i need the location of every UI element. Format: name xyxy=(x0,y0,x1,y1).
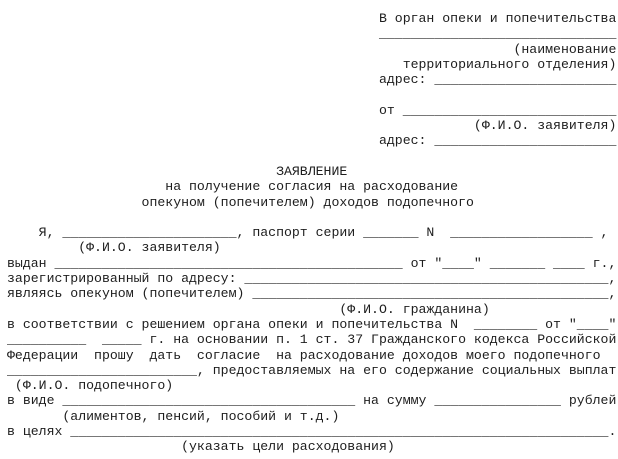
recipient-address-line: адрес: _______________________ xyxy=(7,72,617,88)
applicant-address-line: адрес: _______________________ xyxy=(7,133,617,149)
title-block xyxy=(7,164,618,210)
recipient-caption-line: (наименование xyxy=(7,41,617,57)
spacer-line xyxy=(7,210,618,225)
body-line-purpose: в целях ____________________________________________________________________. xyxy=(7,424,617,440)
document-subtitle-line: на получение согласия на расходование xyxy=(7,179,459,195)
field-caption-line: (алиментов, пенсий, пособий и т.д.) xyxy=(7,408,340,424)
field-caption-line: (указать цели расходования) xyxy=(7,439,395,455)
body-line-registered: зарегистрированный по адресу: ______________________________________________, xyxy=(7,271,617,287)
recipient-block xyxy=(7,11,618,149)
body-line-passport: Я, ______________________, паспорт серии _______ N __________________ , xyxy=(7,225,609,241)
body-line-amount: в виде _____________________________________ на сумму ________________ рублей xyxy=(7,393,617,409)
field-caption-line: (Ф.И.О. подопечного) xyxy=(7,378,174,394)
body-block xyxy=(7,225,618,454)
body-line-request: Федерации прошу дать согласие на расходование доходов моего подопечного xyxy=(7,347,601,363)
applicant-caption-line: (Ф.И.О. заявителя) xyxy=(7,118,617,134)
spacer-line xyxy=(7,87,618,102)
field-caption-line: (Ф.И.О. заявителя) xyxy=(7,240,221,256)
recipient-header-line: В орган опеки и попечительства xyxy=(7,11,617,26)
spacer-line xyxy=(7,149,618,164)
document-title-line: ЗАЯВЛЕНИЕ xyxy=(7,163,348,179)
recipient-name-blank-line: ______________________________ xyxy=(7,26,617,42)
body-line-ward: ________________________, предоставляемых на его содержание социальных выплат xyxy=(7,362,617,378)
applicant-from-line: от ___________________________ xyxy=(7,102,617,118)
document-subtitle-line: опекуном (попечителем) доходов подопечного xyxy=(7,194,474,210)
recipient-caption-line: территориального отделения) xyxy=(7,56,617,72)
body-line-decision: в соответствии с решением органа опеки и попечительства N ________ от "____" xyxy=(7,316,617,332)
body-line-legal-basis: __________ _____ г. на основании п. 1 ст. 37 Гражданского кодекса Российской xyxy=(7,332,617,348)
body-line-issued: выдан ____________________________________________ от "____" _______ ____ г., xyxy=(7,255,617,271)
field-caption-line: (Ф.И.О. гражданина) xyxy=(7,301,490,317)
body-line-guardian: являясь опекуном (попечителем) _____________________________________________, xyxy=(7,286,617,302)
